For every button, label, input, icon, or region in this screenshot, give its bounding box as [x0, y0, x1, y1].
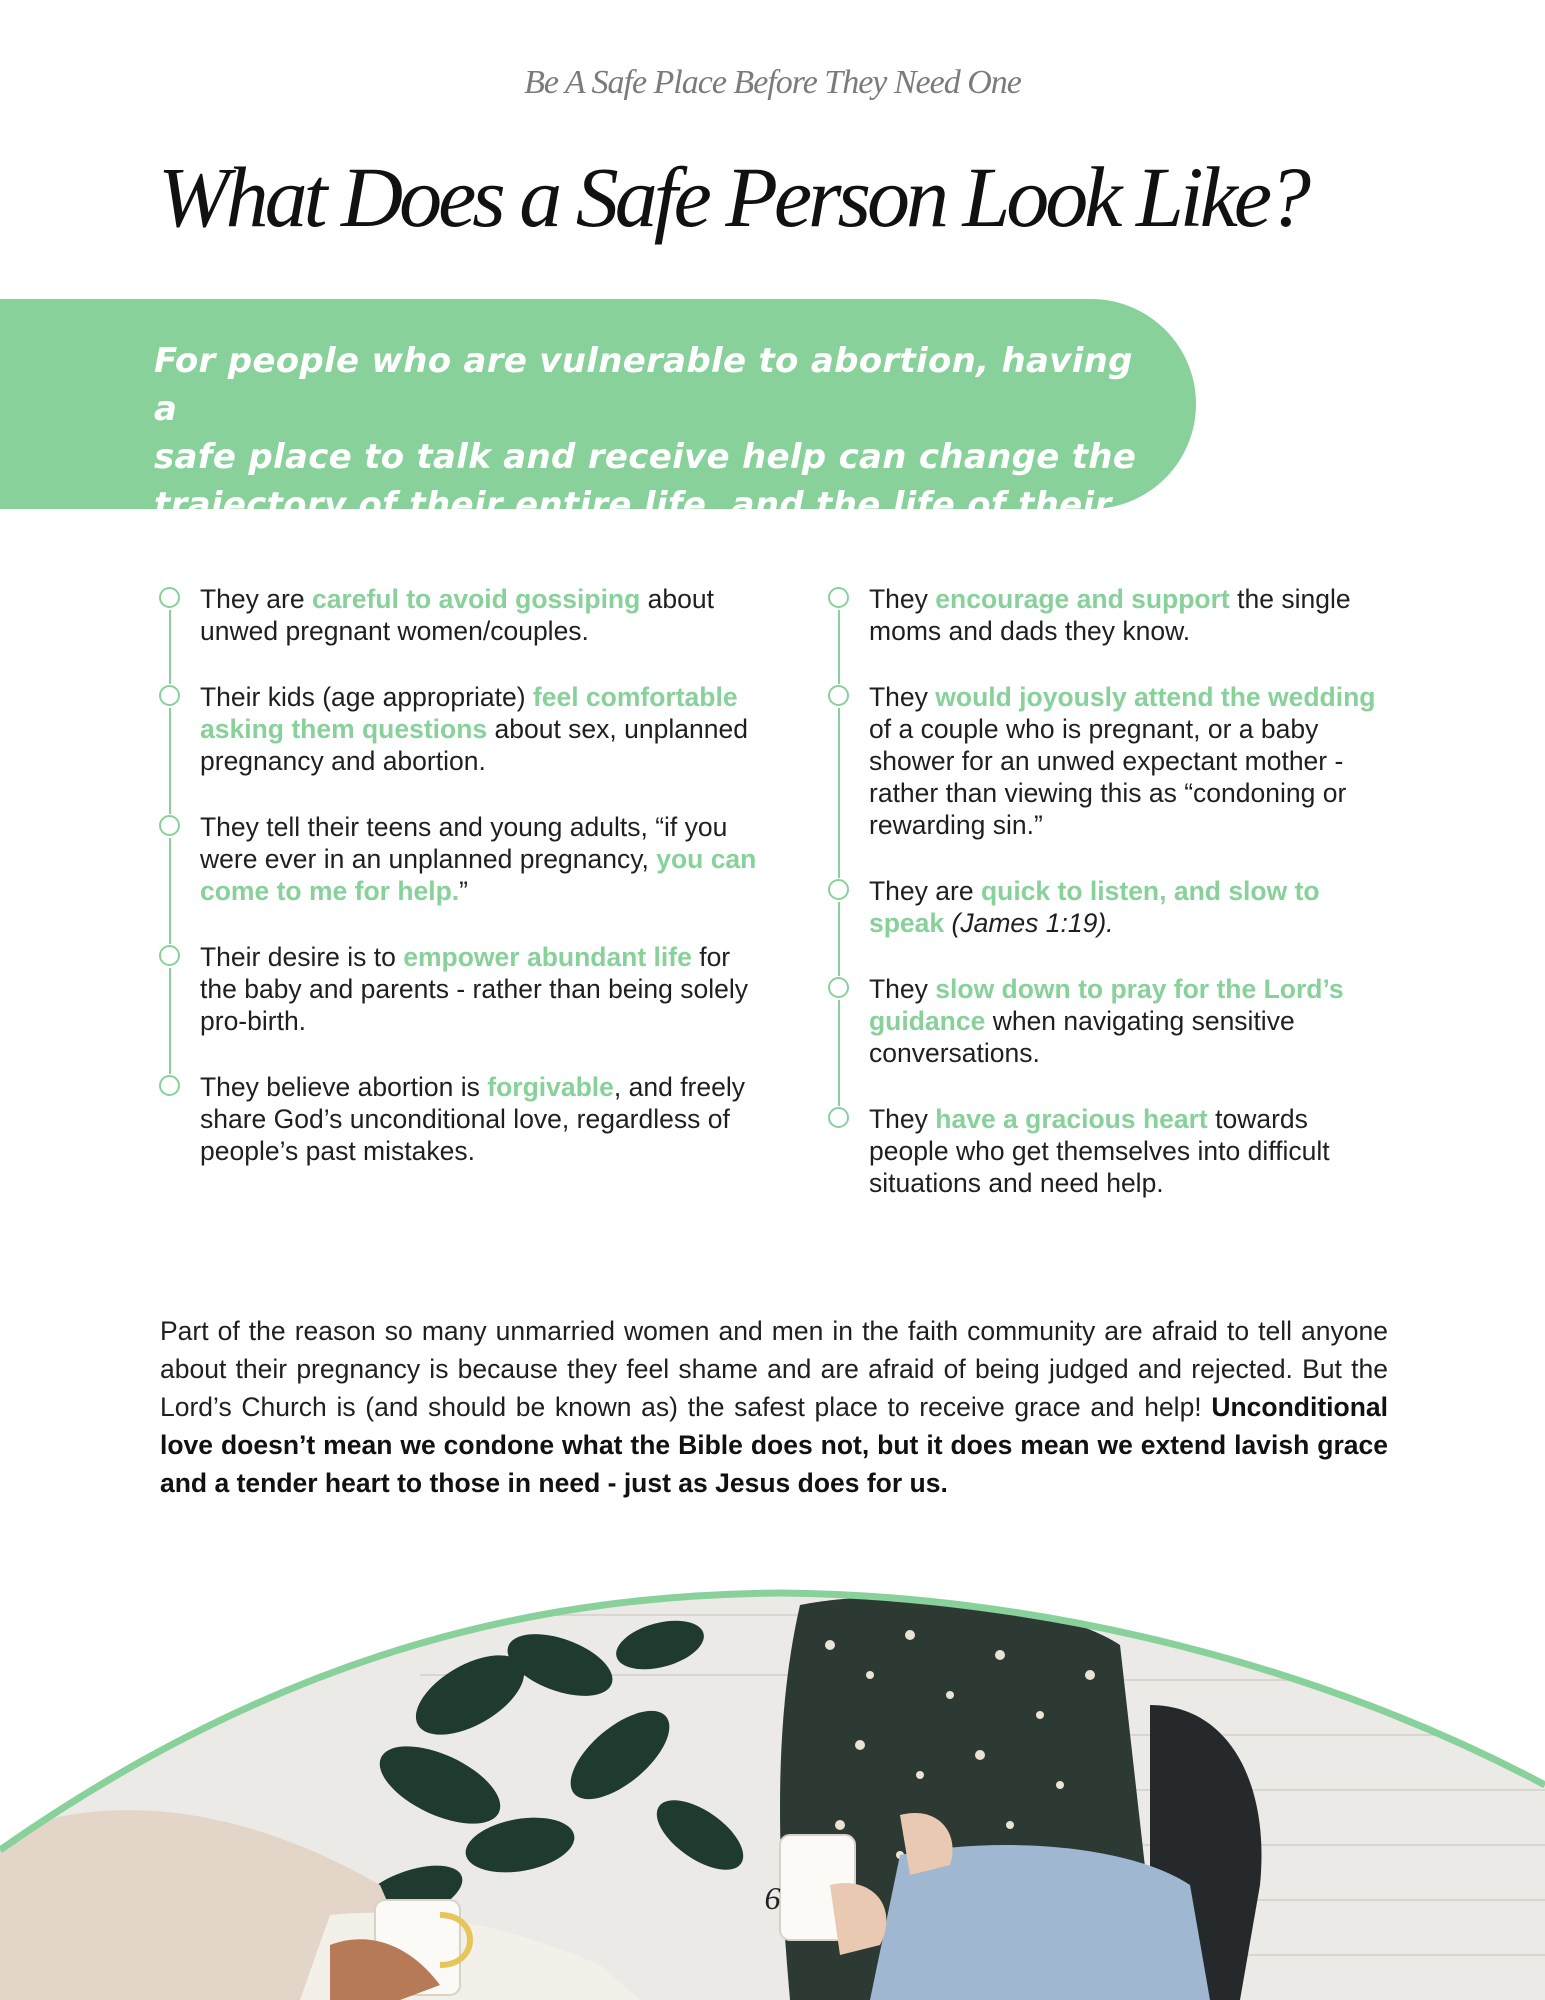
trait-highlight: empower abundant life — [403, 942, 692, 972]
trait-text: towards people who get themselves into difficult situations and need help. — [869, 1104, 1330, 1198]
timeline-dot-icon — [159, 815, 180, 836]
callout-line: trajectory of their entire life, and the life of their child. — [154, 485, 1112, 573]
timeline-dot-icon — [828, 879, 849, 900]
callout-line: For people who are vulnerable to abortion, having a — [154, 341, 1133, 429]
trait-highlight: encourage and support — [935, 584, 1230, 614]
trait-text: about unwed pregnant women/couples. — [200, 584, 714, 646]
traits-list-left — [157, 583, 757, 1201]
callout-line: safe place to talk and receive help can change the — [154, 437, 1137, 477]
trait-highlight: careful to avoid gossiping — [311, 584, 641, 614]
paragraph-emphasis: Unconditional love doesn’t mean we condone what the Bible does not, but it does mean we extend lavish grace and a tender heart to those in need - just as Jesus does for us. — [160, 1392, 1388, 1498]
trait-text: Their desire is to — [200, 942, 404, 972]
trait-item — [157, 1071, 757, 1167]
trait-item — [826, 973, 1386, 1069]
photo-two-women-with-mugs — [0, 1585, 1545, 2000]
timeline-line — [169, 838, 171, 944]
timeline-dot-icon — [828, 587, 849, 608]
trait-text: about sex, unplanned pregnancy and abortion. — [200, 714, 748, 776]
trait-text: They — [869, 1104, 936, 1134]
trait-text: of a couple who is pregnant, or a baby shower for an unwed expectant mother - rather than viewing this as “condoning or rewarding sin.” — [869, 714, 1347, 840]
trait-text: They tell their teens and young adults, “if you were ever in an unplanned pregnancy, — [200, 812, 728, 874]
timeline-line — [169, 968, 171, 1074]
trait-highlight: forgivable — [487, 1072, 614, 1102]
timeline-dot-icon — [159, 945, 180, 966]
trait-item — [157, 941, 757, 1037]
trait-item — [157, 583, 757, 647]
trait-highlight: quick to listen, and slow to speak — [869, 876, 1320, 938]
timeline-line — [169, 610, 171, 684]
timeline-dot-icon — [159, 587, 180, 608]
trait-text: for the baby and parents - rather than being solely pro-birth. — [200, 942, 749, 1036]
trait-text: They — [869, 682, 936, 712]
timeline-line — [169, 708, 171, 814]
trait-text: They — [869, 584, 936, 614]
timeline-dot-icon — [828, 977, 849, 998]
body-paragraph — [160, 1312, 1388, 1502]
trait-text: when navigating sensitive conversations. — [869, 1006, 1295, 1068]
callout-text — [154, 337, 1164, 577]
timeline-dot-icon — [828, 685, 849, 706]
traits-list-right — [826, 583, 1386, 1233]
page-title: What Does a Safe Person Look Like? — [158, 149, 1308, 245]
trait-item — [826, 583, 1386, 647]
trait-item — [826, 875, 1386, 939]
timeline-line — [838, 610, 840, 684]
trait-text: the single moms and dads they know. — [869, 584, 1351, 646]
trait-text: They are — [869, 876, 981, 906]
timeline-dot-icon — [159, 1075, 180, 1096]
trait-text: They believe abortion is — [200, 1072, 488, 1102]
trait-highlight: would joyously attend the wedding — [935, 682, 1376, 712]
page-number: 6 — [764, 1880, 781, 1916]
trait-highlight: have a gracious heart — [935, 1104, 1208, 1134]
paragraph-text: Part of the reason so many unmarried women and men in the faith community are afraid to tell anyone about their pregnancy is because they feel shame and are afraid of being judged and rejected. But the Lord’s Church is (and should be known as) the safest place to receive grace and help! — [160, 1316, 1388, 1422]
photo-illustration — [0, 1585, 1545, 2000]
trait-text: ” — [459, 876, 468, 906]
trait-text: Their kids (age appropriate) — [200, 682, 533, 712]
running-header: Be A Safe Place Before They Need One — [524, 64, 1021, 101]
trait-text: They — [869, 974, 936, 1004]
trait-highlight: you can come to me for help. — [200, 844, 757, 906]
trait-highlight: feel comfortable asking them questions — [200, 682, 738, 744]
trait-highlight: slow down to pray for the Lord’s guidance — [869, 974, 1344, 1036]
scripture-reference: (James 1:19). — [944, 908, 1114, 938]
timeline-line — [838, 708, 840, 878]
timeline-line — [838, 902, 840, 976]
timeline-dot-icon — [159, 685, 180, 706]
trait-text: , and freely share God’s unconditional love, regardless of people’s past mistakes. — [200, 1072, 745, 1166]
trait-text: They are — [200, 584, 312, 614]
trait-item — [157, 681, 757, 777]
trait-item — [826, 1103, 1386, 1199]
trait-item — [157, 811, 757, 907]
timeline-line — [838, 1000, 840, 1106]
timeline-dot-icon — [828, 1107, 849, 1128]
trait-item — [826, 681, 1386, 841]
